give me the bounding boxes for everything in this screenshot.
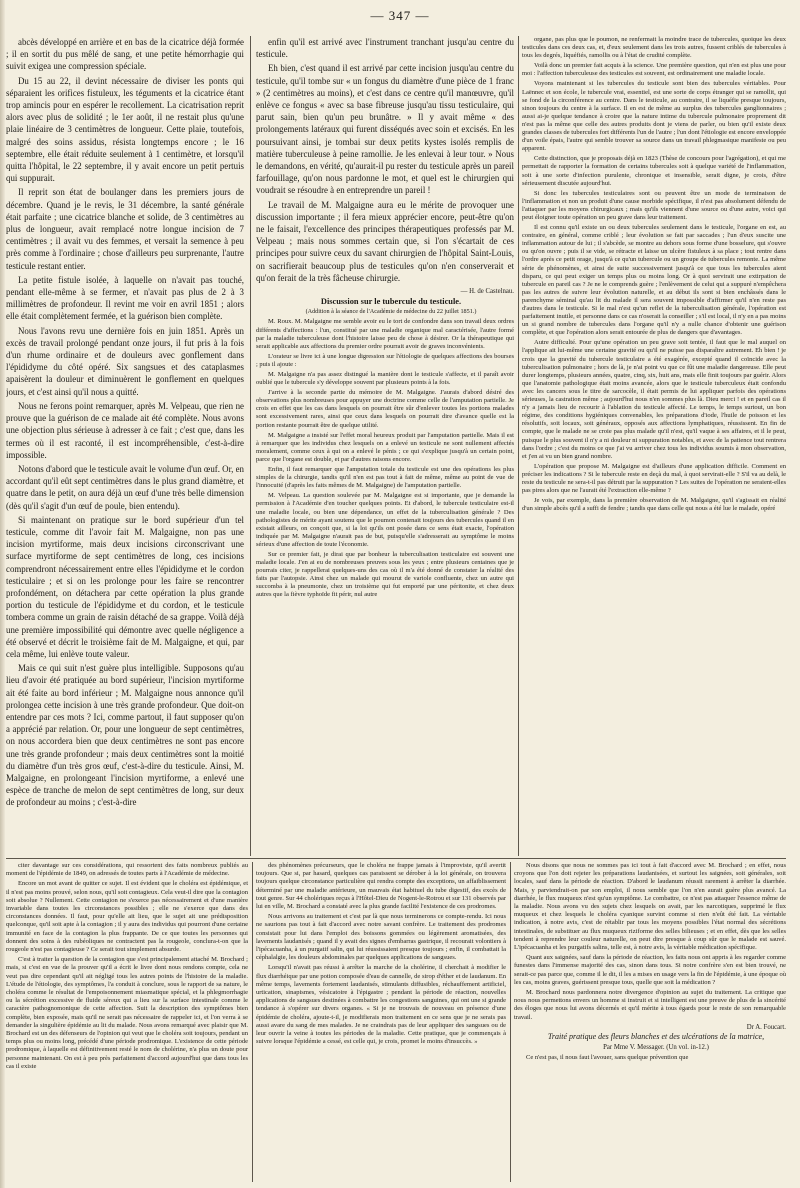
feuilleton-column-left: [6, 862, 248, 1182]
column-left: [6, 36, 244, 856]
feuilleton-column-middle: [256, 862, 506, 1182]
column-divider: [252, 862, 253, 1182]
paragraph: Eh bien, c'est quand il est arrivé par cette incision jusqu'au centre du testicule, qu'il tombe sur « un fongus du diamètre d'une pièce de 1 franc » (2 centimètres au moins), et c'est dans ce centre qu'il manœuvre, qu'il enlève ce fongus « avec sa base fibreuse jusqu'au tissu testiculaire, qui parut sain, bien qu'un peu brunâtre. » Il y avait même « des prolongements latéraux qui furent disséqués avec soin et excisés. En les poursuivant ainsi, je tombai sur deux petits kystes isolés remplis de matière tuberculeuse à peine ramollie. Je les enlevai à leur tour. » Nous le demandons, en vérité, qu'aurait-il pu rester du testicule après un pareil farfouillage, qu'on nous pardonne le mot, et quel est le chirurgien qui voudrait se résoudre à en entreprendre un pareil !: [256, 63, 514, 196]
paragraph: Lorsqu'il n'avait pas réussi à arrêter la marche de la cholérine, il cherchait à modifier le flux diarrhéique par une potion composée d'eau de cannelle, de sirop d'éther et de laudanum. En même temps, lavements fortement laudanisés, stimulants diffusibles, réchauffement artificiel, urtication, sinapismes, vésicatoire à l'épigastre ; pendant la période de réaction, nouvelles applications de sangsues destinées à combattre les congestions sanguines, qui ont une si grande tendance à s'opérer sur divers organes. « Si je ne trouvais de nouveau en présence d'une épidémie de choléra, ajoute-t-il, je modifierais mon traitement en ce sens que je ne serais pas aussi avare du sang de mes malades. Je ne craindrais pas de leur appliquer des sangsues ou de leur ouvrir la veine à toutes les périodes de la maladie. Cette pratique, que je commençais à suivre lorsque l'épidémie a cessé, est celle qui, je crois, promet le moins d'insuccès. »: [256, 964, 506, 1046]
paragraph: Le travail de M. Malgaigne aura eu le mérite de provoquer une discussion importante ; il fera mieux apprécier encore, peut-être qu'on ne le faisait, l'excellence des principes thérapeutiques professés par M. Velpeau ; mais nous sommes certain que, si l'on s'écartait de ces principes pour suivre ceux du savant chirurgien de l'hôpital Saint-Louis, on sacrifierait beaucoup plus de testicules qu'on n'en conserverait et qu'on ferait de la très fâcheuse chirurgie.: [256, 199, 514, 283]
paragraph: enfin qu'il est arrivé avec l'instrument tranchant jusqu'au centre du testicule.: [256, 37, 514, 60]
paragraph: Nous arrivons au traitement et c'est par là que nous terminerons ce compte-rendu. Ici nous ne saurions pas tout à fait d'accord avec notre savant confrère. Le traitement des prodromes consistait pour lui dans l'emploi des boissons gommées ou légèrement aromatisées, des lavements laudanisés ; quand il y avait des signes d'embarras gastrique, il recourait volontiers à l'ipécacuanha, à un purgatif salin, qui lui réussissaient presque toujours ; enfin, il combattait la céphalalgie, les douleurs abdominales par quelques applications de sangsues.: [256, 913, 506, 962]
paragraph: Notons d'abord que le testicule avait le volume d'un œuf. Or, en accordant qu'il eût sept centimètres dans le plus grand diamètre, et quatre dans le petit, on aura déjà un œuf d'une très belle dimension (dès qu'il s'agit d'un œuf de poule, bien entendu).: [6, 463, 244, 511]
paragraph: Du 15 au 22, il devint nécessaire de diviser les ponts qui séparaient les orifices fistuleux, les téguments et la cicatrice étant trop amincis pour en espérer le recollement. La cicatrisation reprit alors avec plus de solidité ; le 1er août, il ne restait plus qu'une plaie linéaire de 3 centimètres de longueur. Cette plaie, toutefois, malgré des soins assidus, résista longtemps encore ; le 16 septembre, elle était réduite seulement à 1 centimètre, et lorsqu'il quitta l'hôpital, le 22 septembre, il y avait encore un petit pertuis qui suppurait.: [6, 75, 244, 184]
paragraph: Si donc les tubercules testiculaires sont ou peuvent être un mode de terminaison de l'inflammation et non un produit d'une cause morbide spécifique, il n'est pas absolument défendu de l'attaquer par les moyens chirurgicaux ; mais qu'ils viennent d'une source ou d'une autre, voici qui peut éloigner toute opération un peu grave dans leur traitement.: [522, 189, 786, 221]
feuilleton-column-right: [514, 862, 786, 1182]
paragraph: citer davantage sur ces considérations, qui ressortent des faits nombreux publiés au moment de l'épidémie de 1849, on adressés de toutes parts à l'Académie de médecine.: [6, 862, 248, 878]
column-middle: [256, 36, 514, 856]
review-title: Traité pratique des fleurs blanches et des ulcérations de la matrice,: [547, 1032, 765, 1042]
column-right: [522, 36, 786, 856]
paragraph: Je vois, par exemple, dans la première observation de M. Malgaigne, qu'il s'agissait en réalité d'un simple abcès qu'il a suffi de fendre ; tandis que dans celle qui nous a été lue le malade, opéré: [522, 497, 786, 513]
paragraph: Si maintenant on pratique sur le bord supérieur d'un tel testicule, comme dit l'avoir fait M. Malgaigne, non pas une incision myrtiforme, mais deux incisions circonscrivant une surface myrtiforme de sept centimètres de long, ces incisions comprendront nécessairement entre elles l'épididyme et le cordon testiculaire ; et si on les prolonge pour les faire se rencontrer profondément, on détachera par cette opération la plus grande portion du testicule de l'épididyme et du cordon, et le testicule tombera comme un grain de raisin détaché de sa grappe. Voilà déjà une première impossibilité qui démontre avec quelle négligence a été observé et décrit le troisième fait de M. Malgaigne, et qui, par cela même, lui enlève toute valeur.: [6, 514, 244, 659]
paragraph: Enfin, il faut remarquer que l'amputation totale du testicule est une des opérations les plus simples de la chirurgie, tandis qu'il n'en est pas tout à fait de même, même au point de vue de l'innocuité (d'après les faits mêmes de M. Malgaigne) de l'amputation partielle.: [256, 466, 514, 490]
paragraph: M. Malgaigne n'a pas assez distingué la manière dont le testicule s'affecte, et il paraît avoir oublié que le tubercule s'y développe souvent par plusieurs points à la fois.: [256, 371, 514, 387]
page-number: — 347 —: [370, 8, 430, 23]
paragraph: Nous disons que nous ne sommes pas ici tout à fait d'accord avec M. Brochard ; en effet, nous croyons que l'on doit rejeter les préparations laudanisées, et surtout les saignées, soit générales, soit locales, sauf dans la période de réaction. D'abord le laudanum réussit rarement à arrêter la diarrhée. Mais, y parviendrait-on par son emploi, il nous semble que l'on n'en aurait guère plus avancé. La diarrhée, le flux muqueux n'est qu'un symptôme. Le combattre, ce n'est pas attaquer l'essence même de la maladie. Nous avons vu des sujets chez lesquels on avait, par les narcotiques, supprimé le flux muqueux et chez lesquels le choléra cyanique survint comme si rien n'eût été fait. La véritable indication, à notre avis, c'est de rétablir par tous les moyens possibles l'état normal des sécrétions intestinales, de substituer au flux muqueux riziforme des selles bilieuses ; et en effet, dès que les selles tendent à reprendre leur couleur naturelle, on peut dire presque à coup sûr que le malade est sauvé. L'ipécacuanha et les purgatifs salins, telle est, à notre avis, la véritable médication spécifique.: [514, 862, 786, 952]
paragraph: Mais ce qui suit n'est guère plus intelligible. Supposons qu'au lieu d'avoir été pratiquée au bord supérieur, l'incision myrtiforme ait été faite au bord inférieur ; M. Malgaigne nous annonce qu'il prolongea cette incision à une très grande profondeur. Que doit-on entendre par ces mots ? Ici, comme partout, il faut supposer qu'on a apprécié par relation. Or, pour une longueur de sept centimètres, on nous accordera bien que deux centimètres ne sont pas encore une très grande profondeur ; mais deux centimètres sont la moitié du diamètre d'un très gros œuf, c'est-à-dire du testicule. Ainsi, M. Malgaigne, en prolongeant l'incision myrtiforme, a enlevé une espèce de tranche de melon de sept centimètres de long, sur deux de profondeur au moins ; c'est-à-dire: [6, 663, 244, 808]
column-divider: [510, 862, 511, 1182]
column-divider: [518, 36, 519, 856]
section-subtitle: (Addition à la séance de l'Académie de médecine du 22 juillet 1851.): [305, 308, 477, 316]
paragraph: L'orateur se livre ici à une longue digression sur l'étiologie de quelques affections des bourses ; puis il ajoute :: [256, 352, 514, 368]
paragraph: M. Brochard nous pardonnera notre divergence d'opinion au sujet du traitement. La critique que nous nous permettons envers un homme si instruit et si intelligent est une preuve de plus de la sincérité des éloges que nous lui avons décernés et qu'il mérite à tous égards pour le reste de son remarquable travail.: [514, 989, 786, 1021]
paragraph: organe, pas plus que le poumon, ne renfermait la moindre trace de tubercules, quoique les deux testicules dans ces deux cas, et, d'eux seulement dans les trois autres, fussent criblés de tubercules à tous les degrés, liquéfiés, ramollis ou à l'état de crudité complète.: [522, 36, 786, 60]
column-divider: [250, 36, 251, 856]
paragraph: Nous ne ferons point remarquer, après M. Velpeau, que rien ne prouve que la guérison de ce malade ait été complète. Nous avons une objection plus sérieuse à adresser à ce fait ; c'est que, dans les termes où il est raconté, il est incompréhensible, c'est-à-dire impossible.: [6, 400, 244, 460]
review-author: Par Mme V. Messager. (Un vol. in-12.): [603, 1044, 709, 1052]
paragraph: Il reprit son état de boulanger dans les premiers jours de décembre. Quand je le revis, le 31 décembre, la santé générale était parfaite ; une cicatrice blanche et solide, de 3 centimètres au plus de longueur, avait remplacé notre longue incision de 7 centimètres ; il avait vu des femmes, et versait la semence à peu près comme à l'ordinaire ; chose d'ailleurs peu surprenante, l'autre testicule restant entier.: [6, 187, 244, 271]
paragraph: Quant aux saignées, sauf dans la période de réaction, les faits nous ont appris à les regarder comme funestes dans l'immense majorité des cas, sinon dans tous. Si notre confrère s'en est bien trouvé, ne serait-ce pas parce que, comme il le dit, il les a mises en usage vers la fin de l'épidémie, à une époque où les cas, moins graves, guérissent presque tous, quelle que soit la médication ?: [514, 954, 786, 986]
paragraph: M. Velpeau. La question soulevée par M. Malgaigne est si importante, que je demande la permission à l'Académie d'en toucher quelques points. Et d'abord, le tubercule testiculaire est-il une maladie locale, ou bien une dépendance, un effet de la tuberculisation générale ? Des pathologistes de mérite ayant soutenu que le poumon contenait toujours des tubercules quand il en existait ailleurs, on conçoit que, si la loi qu'ils ont posée dans ce sens était exacte, l'opération indiquée par M. Malgaigne n'aurait pas de but, puisqu'elle s'adresserait au symptôme le moins sérieux d'une affection de toute l'économie.: [256, 492, 514, 548]
paragraph: Il est connu qu'il existe un ou deux tubercules seulement dans le testicule, l'organe en est, au contraire, en général, comme criblé ; leur évolution se fait par saccades ; l'un d'eux suscite une inflammation autour de lui ; il s'abcède, se montre au dehors sous forme d'une bosselure, qui s'ouvre ou qu'on ouvre ; puis il se vide, se rétracte et laisse un ulcère fistuleux à sa place ; tout rentre dans l'ordre après ce petit orage, jusqu'à ce qu'un tubercule ou un groupe de tubercules remonte. La même série de phénomènes, et ainsi de suite successivement jusqu'à ce que tous les tubercules aient disparu, ce qui peut exiger un temps plus ou moins long. Or à quoi servirait une extirpation de tubercule en pareil cas ? Je ne le comprends guère ; l'enlèvement de celui qui a suppuré n'empêchera pas les autres de suivre leur évolution naturelle, et au début ils sont si bien enchâssés dans le parenchyme séminal qu'au lit du malade il sera souvent impossible d'affirmer qu'il n'en reste pas d'autres dans le testicule. Si le mal n'est qu'un reflet de la tuberculisation générale, l'opération est parfaitement inutile, et personne dans ce cas n'oserait la conseiller ; s'il est local, il n'y en a pas moins un si grand nombre de tubercules dans l'organe qu'il n'y a nulle chance d'obtenir une guérison complète, et que l'opération alors serait entourée de plus de dangers que d'avantages.: [522, 224, 786, 337]
paragraph: J'arrive à la seconde partie du mémoire de M. Malgaigne. J'aurais d'abord désiré des observations plus nombreuses pour appuyer une doctrine comme celle de l'amputation partielle. Je crois en effet que les cas dans lesquels on pourrait être sûr d'enlever toutes les portions malades sont excessivement rares, ainsi que ceux dans lesquels on pourrait dire d'avance quelle est la portion restante pourrait être de quelque utilité.: [256, 389, 514, 429]
paragraph: L'opération que propose M. Malgaigne est d'ailleurs d'une application difficile. Comment en préciser les indications ? Si le tubercule reste en deçà du mal, à quoi servirait-elle ? S'il va au delà, le reste du testicule ne sera-t-il pas détruit par la suppuration ? Les suites de l'opération ne seraient-elles pas pires alors que ne l'aurait été l'extraction elle-même ?: [522, 462, 786, 495]
paragraph: Nous l'avons revu une dernière fois en juin 1851. Après un excès de travail prolongé pendant onze jours, il fut pris à la fois d'un rhume ordinaire et de douleurs avec gonflement dans l'épididyme du côté opéré. Six sangsues et des cataplasmes apaisèrent la douleur et diminuèrent le gonflement en quelques jours, et c'est ainsi qu'il nous a quitté.: [6, 325, 244, 397]
paragraph: abcès développé en arrière et en bas de la cicatrice déjà formée ; il en sortit du pus mêlé de sang, et une petite hémorrhagie qui suivit exigea une compression spéciale.: [6, 37, 244, 72]
paragraph: Ce n'est pas, il nous faut l'avouer, sans quelque prévention que: [526, 1054, 689, 1062]
paragraph: La petite fistule isolée, à laquelle on n'avait pas touché, pendant elle-même à se fermer, et n'avait pas plus de 2 à 3 millimètres de profondeur. Il revint me voir en avril 1851 ; alors elle était complètement fermée, et la guérison bien complète.: [6, 274, 244, 322]
paragraph: Sur ce premier fait, je dirai que par bonheur la tuberculisation testiculaire est souvent une maladie locale. J'en ai eu de nombreuses preuves sous les yeux ; entre plusieurs centaines que je pourrais citer, je rappellerai quelques-uns des cas où il m'a été donné de constater la réalité des faits par l'autopsie. Ainsi chez un malade qui mourut de variole confluente, chez un autre qui succomba à la pneumonie, chez un troisième qui fut emporté par une péritonite, et chez deux autres que la fièvre typhoïde fit périr, nul autre: [256, 550, 514, 599]
section-title: Discussion sur le tubercule du testicule.: [320, 297, 462, 307]
paragraph: Voilà donc un premier fait acquis à la science. Une première question, qui n'en est plus une pour moi : l'affection tuberculeuse des testicules est souvent, est ordinairement une maladie locale.: [522, 62, 786, 78]
author-signoff: Dr A. Foucart.: [746, 1023, 786, 1031]
author-signoff: — H. de Castelnau.: [460, 288, 514, 296]
feuilleton-divider: [6, 858, 786, 859]
paragraph: Encore un mot avant de quitter ce sujet. Il est évident que le choléra est épidémique, et il n'est pas moins prouvé, selon nous, qu'il soit contagieux. Cela veut-il dire que la contagion soit absolue ? Nullement. Cette contagion ne s'exerce pas nécessairement et d'une manière invariable dans toutes les circonstances possibles ; elle ne s'exerce que dans des circonstances données. Il faut, pour qu'elle ait lieu, que le sujet ait une prédisposition quelconque, qu'il soit apte à la contagion ; il y aura des individus qui pourront d'une certaine immunité en face de la contagion la plus frappante. De ce que toutes les personnes qui donnent des soins à des rubéoliques ne contractent pas la rougeole, conclura-t-on que la rougeole n'est pas contagieuse ? Ce serait tout simplement absurde.: [6, 880, 248, 954]
paragraph: Voyons maintenant si les tubercules du testicule sont bien des tubercules véritables. Pour Laënnec et son école, le tubercule vrai, essentiel, est une sorte de corps étranger qui se ramollit, qui se fond de la circonférence au centre. Dans le testicule, au contraire, il se liquéfie presque toujours, sinon toujours du centre à la surface. Il en est de même au surplus des tubercules ganglionnaires ; aussi ai-je quelque tendance à croire que la nature intime du tubercule pulmonaire proprement dit n'est pas la même que celle des autres produits dont je viens de parler, ou bien qu'il existe deux grandes classes de tubercules fort différents l'un de l'autre ; l'un dont l'étiologie est encore enveloppée d'un voile épais, l'autre qui semble trouver sa source dans un travail phlegmasique manifeste ou peu apparent.: [522, 80, 786, 153]
page-edge-shadow: [0, 0, 5, 1188]
paragraph: M. Roux. M. Malgaigne me semble avoir eu le tort de confondre dans son travail deux ordres différents d'affections : l'un, constitué par une maladie organique mal caractérisée, l'autre formé par la maladie tuberculeuse dont l'histoire laisse peu de chose à désirer. Or la thérapeutique qui serait applicable aux affections du premier ordre pourrait avoir de graves inconvénients.: [256, 318, 514, 350]
paragraph: M. Malgaigne a insisté sur l'effet moral heureux produit par l'amputation partielle. Mais il est à remarquer que les individus chez lesquels on a enlevé un testicule ne sont nullement affectés moralement, comme ceux à qui on a enlevé le pénis ; ce qui s'explique jusqu'à un certain point, parce que l'organe est double, et par d'autres raisons encore.: [256, 431, 514, 463]
paragraph: Autre difficulté. Pour qu'une opération un peu grave soit tentée, il faut que le mal auquel on l'applique ait lui-même une certaine gravité ou qu'il ne puisse pas disparaître autrement. Eh bien ! je crois que la gravité du tubercule testiculaire a été exagérée, excepté quand il coïncide avec la tuberculisation pulmonaire ; hors de là, je n'ai point vu que ce fût une maladie dangereuse. Elle peut durer longtemps, plusieurs années, quatre, cinq, six, huit ans, mais elle finit toujours par guérir. Alors que l'anatomie pathologique était moins avancée, alors que le testicule tuberculeux était confondu avec les cancers sous le titre de sarcocèle, il était permis de lui appliquer parfois des opérations sérieuses, la castration même ; aujourd'hui nous n'en sommes plus là. Dieu merci ! et en pareil cas il n'y a jamais lieu de recourir à l'ablation du testicule affecté. Le temps, le temps surtout, un bon régime, des conditions hygiéniques convenables, les préparations d'iode, l'huile de poisson et les résolutifs, soit locaux, soit généraux, opposés aux affections lymphatiques, réussissent. En fin de compte, que le malade ne se croie pas plus malade qu'il n'est, qu'il vaque à ses affaires, et il le peut, puisque le plus souvent il n'y a ni douleur ni suppuration notables, et avec de la patience tout rentrera dans l'ordre ; c'est du moins ce que j'ai vu arriver chez tous les individus soumis à mon observation, et j'en ai vu un bien grand nombre.: [522, 339, 786, 460]
paragraph: des phénomènes précurseurs, que le choléra ne frappe jamais à l'improviste, qu'il avertit toujours. Que si, par hasard, quelques cas paraissent se dérober à la loi générale, on trouvera toujours quelque circonstance particulière qui rendra compte des exceptions, un affaiblissement déterminé par une maladie antérieure, un mauvais état habituel du tube digestif, des excès de tout genre. Sur 44 cholériques reçus à l'Hôtel-Dieu de Nogent-le-Rotrou et sur 131 observés par lui en ville, M. Brochard a constaté avec la plus grande facilité l'existence de ces prodromes.: [256, 862, 506, 911]
paragraph: Cette distinction, que je proposais déjà en 1823 (Thèse de concours pour l'agrégation), et qui me permettait de rapporter la formation de certains tubercules soit à quelque variété de l'inflammation, soit à une sorte d'infection purulente, chronique et insensible, serait digne, je crois, d'être sérieusement discutée aujourd'hui.: [522, 155, 786, 187]
paragraph: C'est à traiter la question de la contagion que s'est principalement attaché M. Brochard ; mais, si c'est en vue de la prouver qu'il a écrit le livre dont nous rendons compte, cela ne veut pas dire cependant qu'il ait négligé tous les autres points de l'histoire de la maladie. L'étude de l'étiologie, des symptômes, l'a conduit à conclure, sous le rapport de sa nature, le choléra comme le résultat de l'empoisonnement miasmatique spécial, et la phlegmorrhagie ou la sécrétion excessive de fluide séreux qui a lieu sur la surface intestinale comme le caractère pathognomonique de cette affection. Suit la description des symptômes bien complète, bien exposée, mais qu'il ne serait pas nécessaire de rappeler ici, et l'on verra à se demander la singulière épidémie au lit du malade. Nous avons remarqué avec plaisir que M. Brochard est un des défenseurs de l'opinion qui veut que le choléra soit toujours, pendant un temps plus ou moins long, précédé d'une période prodromique. L'existence de cette période prodromique, à laquelle est définitivement resté le nom de cholérine, n'a plus un doute pour personne maintenant. On est à peu près parfaitement d'accord aujourd'hui que dans tous les cas il existe: [6, 956, 248, 1070]
